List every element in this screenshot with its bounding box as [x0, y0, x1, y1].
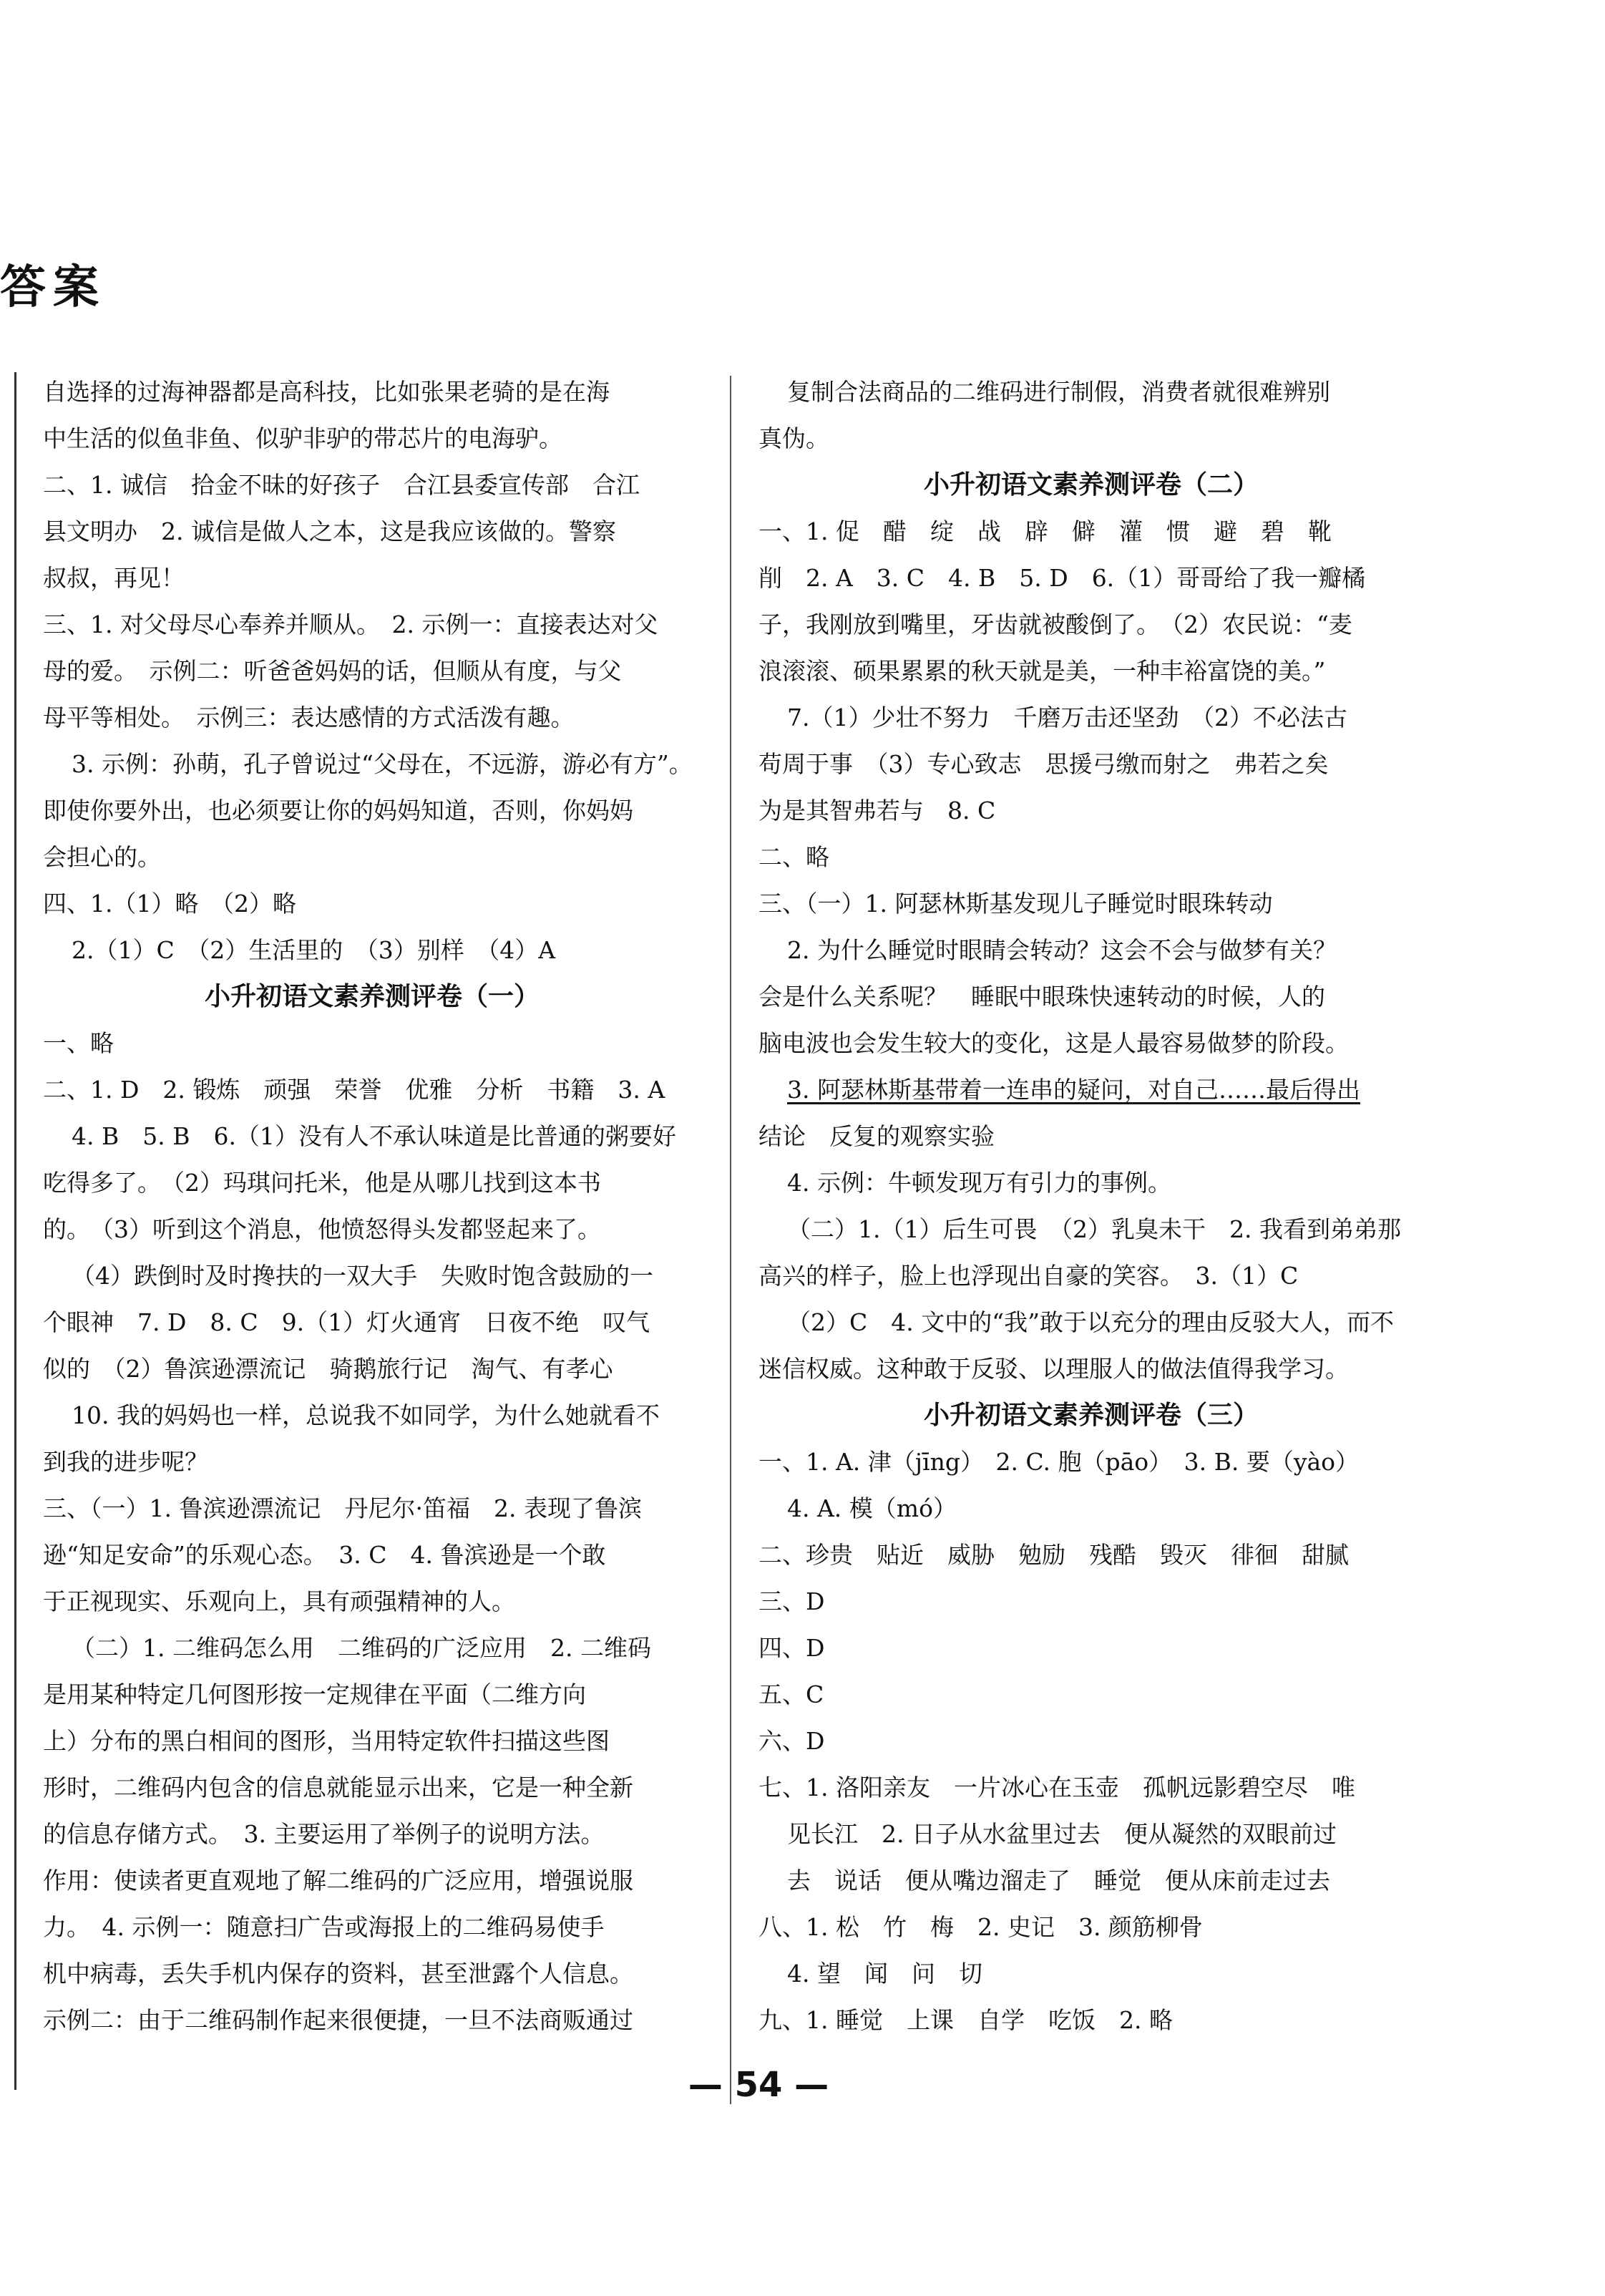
text-line: 7.（1）少壮不努力 千磨万击还坚劲 （2）不必法古 [787, 704, 1347, 731]
text-line: 二、珍贵 贴近 威胁 勉励 残酷 毁灭 徘徊 甜腻 [758, 1541, 1349, 1569]
text-line: 的信息存储方式。 3. 主要运用了举例子的说明方法。 [43, 1820, 605, 1848]
text-line: 四、D [758, 1634, 825, 1662]
page-header-title: 答案 [0, 261, 106, 314]
text-line: 3. 示例：孙萌，孔子曾说过“父母在，不远游，游必有方”。 [72, 750, 693, 778]
text-line: （4）跌倒时及时搀扶的一双大手 失败时饱含鼓励的一 [72, 1262, 653, 1290]
text-line: 4. B 5. B 6.（1）没有人不承认味道是比普通的粥要好 [72, 1122, 676, 1150]
text-line: 县文明办 2. 诚信是做人之本，这是我应该做的。警察 [43, 517, 616, 545]
text-line: 上）分布的黑白相间的图形，当用特定软件扫描这些图 [43, 1727, 610, 1755]
text-line: 二、略 [758, 843, 829, 871]
section-title: 小升初语文素养测评卷（二） [923, 470, 1259, 500]
text-line: 2. 为什么睡觉时眼睛会转动？这会不会与做梦有关？ [787, 936, 1337, 964]
text-line: 4. A. 模（mó） [787, 1494, 957, 1522]
text-line: 一、1. A. 津（jīng） 2. C. 胞（pāo） 3. B. 要（yào） [758, 1448, 1360, 1476]
text-line: 真伪。 [758, 424, 829, 452]
text-line: 为是其智弗若与 8. C [758, 797, 996, 824]
text-line: 作用：使读者更直观地了解二维码的广泛应用，增强说服 [43, 1867, 633, 1894]
underlined-answer-line: 3. 阿瑟林斯基带着一连串的疑问，对自己……最后得出 [787, 1076, 1360, 1104]
text-line: 吃得多了。 （2）玛琪问托米，他是从哪儿找到这本书 [43, 1169, 601, 1197]
text-line: 三、（一）1. 阿瑟林斯基发现儿子睡觉时眼珠转动 [758, 890, 1273, 918]
text-line: 削 2. A 3. C 4. B 5. D 6.（1）哥哥给了我一瓣橘 [758, 564, 1366, 592]
text-line: 逊“知足安命”的乐观心态。 3. C 4. 鲁滨逊是一个敢 [43, 1541, 606, 1569]
text-line: 是用某种特定几何图形按一定规律在平面（二维方向 [43, 1680, 586, 1708]
text-line: 九、1. 睡觉 上课 自学 吃饭 2. 略 [758, 2006, 1173, 2034]
text-line: 一、略 [43, 1029, 114, 1057]
text-line: （二）1. 二维码怎么用 二维码的广泛应用 2. 二维码 [72, 1634, 651, 1662]
text-line: 2.（1）C （2）生活里的 （3）别样 （4）A [72, 936, 556, 964]
text-line: 五、C [758, 1680, 824, 1708]
text-line: 去 说话 便从嘴边溜走了 睡觉 便从床前走过去 [787, 1867, 1330, 1894]
text-line: （二）1.（1）后生可畏 （2）乳臭未干 2. 我看到弟弟那 [787, 1215, 1401, 1243]
text-line: 三、D [758, 1587, 825, 1615]
section-title: 小升初语文素养测评卷（一） [204, 982, 540, 1011]
text-line: 四、1.（1）略 （2）略 [43, 890, 296, 918]
text-line: 二、1. D 2. 锻炼 顽强 荣誉 优雅 分析 书籍 3. A [43, 1076, 665, 1104]
left-margin-rule [14, 372, 16, 2090]
text-line: 10. 我的妈妈也一样，总说我不如同学，为什么她就看不 [72, 1401, 660, 1429]
text-line: 似的 （2）鲁滨逊漂流记 骑鹅旅行记 淘气、有孝心 [43, 1355, 613, 1383]
text-line: 会担心的。 [43, 843, 161, 871]
text-line: 4. 望 闻 问 切 [787, 1960, 982, 1988]
text-line: 叔叔，再见！ [43, 564, 185, 592]
text-line: 七、1. 洛阳亲友 一片冰心在玉壶 孤帆远影碧空尽 唯 [758, 1774, 1355, 1801]
text-line: 脑电波也会发生较大的变化，这是人最容易做梦的阶段。 [758, 1029, 1349, 1057]
text-line: 会是什么关系呢？ 睡眠中眼珠快速转动的时候，人的 [758, 983, 1325, 1011]
text-line: 迷信权威。这种敢于反驳、以理服人的做法值得我学习。 [758, 1355, 1349, 1383]
text-line: 二、1. 诚信 拾金不昧的好孩子 合江县委宣传部 合江 [43, 471, 640, 499]
right-column [758, 369, 1424, 2043]
text-line: 三、1. 对父母尽心奉养并顺从。 2. 示例一：直接表达对父 [43, 611, 658, 638]
text-line: 一、1. 促 醋 绽 战 辟 僻 灌 惯 避 碧 靴 [758, 517, 1332, 545]
text-line: （2）C 4. 文中的“我”敢于以充分的理由反驳大人，而不 [787, 1308, 1394, 1336]
text-line: 高兴的样子，脸上也浮现出自豪的笑容。 3.（1）C [758, 1262, 1299, 1290]
text-line: 中生活的似鱼非鱼、似驴非驴的带芯片的电海驴。 [43, 424, 562, 452]
text-line: 4. 示例：牛顿发现万有引力的事例。 [787, 1169, 1171, 1197]
text-line: 母平等相处。 示例三：表达感情的方式活泼有趣。 [43, 704, 575, 731]
text-line: 六、D [758, 1727, 825, 1755]
text-line: 母的爱。 示例二：听爸爸妈妈的话，但顺从有度，与父 [43, 657, 622, 685]
text-line: 苟周于事 （3）专心致志 思援弓缴而射之 弗若之矣 [758, 750, 1329, 778]
text-line: 形时，二维码内包含的信息就能显示出来，它是一种全新 [43, 1774, 633, 1801]
text-line: 自选择的过海神器都是高科技，比如张果老骑的是在海 [43, 378, 610, 406]
text-line: 个眼神 7. D 8. C 9.（1）灯火通宵 日夜不绝 叹气 [43, 1308, 650, 1336]
text-line: 的。 （3）听到这个消息，他愤怒得头发都竖起来了。 [43, 1215, 601, 1243]
text-line: 结论 反复的观察实验 [758, 1122, 995, 1150]
left-column [43, 369, 701, 2043]
text-line: 浪滚滚、硕果累累的秋天就是美，一种丰裕富饶的美。” [758, 657, 1326, 685]
text-line: 子，我刚放到嘴里，牙齿就被酸倒了。 （2）农民说：“麦 [758, 611, 1352, 638]
text-line: 三、（一）1. 鲁滨逊漂流记 丹尼尔·笛福 2. 表现了鲁滨 [43, 1494, 642, 1522]
text-line: 示例二：由于二维码制作起来很便捷，一旦不法商贩通过 [43, 2006, 633, 2034]
text-line: 见长江 2. 日子从水盆里过去 便从凝然的双眼前过 [787, 1820, 1337, 1848]
column-divider [730, 376, 731, 2104]
text-line: 于正视现实、乐观向上，具有顽强精神的人。 [43, 1587, 515, 1615]
text-line: 到我的进步呢？ [43, 1448, 208, 1476]
section-title: 小升初语文素养测评卷（三） [923, 1401, 1259, 1430]
text-line: 八、1. 松 竹 梅 2. 史记 3. 颜筋柳骨 [758, 1913, 1203, 1941]
page-number: — 54 — [688, 2065, 829, 2105]
text-line: 机中病毒，丢失手机内保存的资料，甚至泄露个人信息。 [43, 1960, 633, 1988]
text-line: 复制合法商品的二维码进行制假，消费者就很难辨别 [787, 378, 1330, 406]
text-line: 即使你要外出，也必须要让你的妈妈知道，否则，你妈妈 [43, 797, 633, 824]
text-line: 力。 4. 示例一：随意扫广告或海报上的二维码易使手 [43, 1913, 605, 1941]
